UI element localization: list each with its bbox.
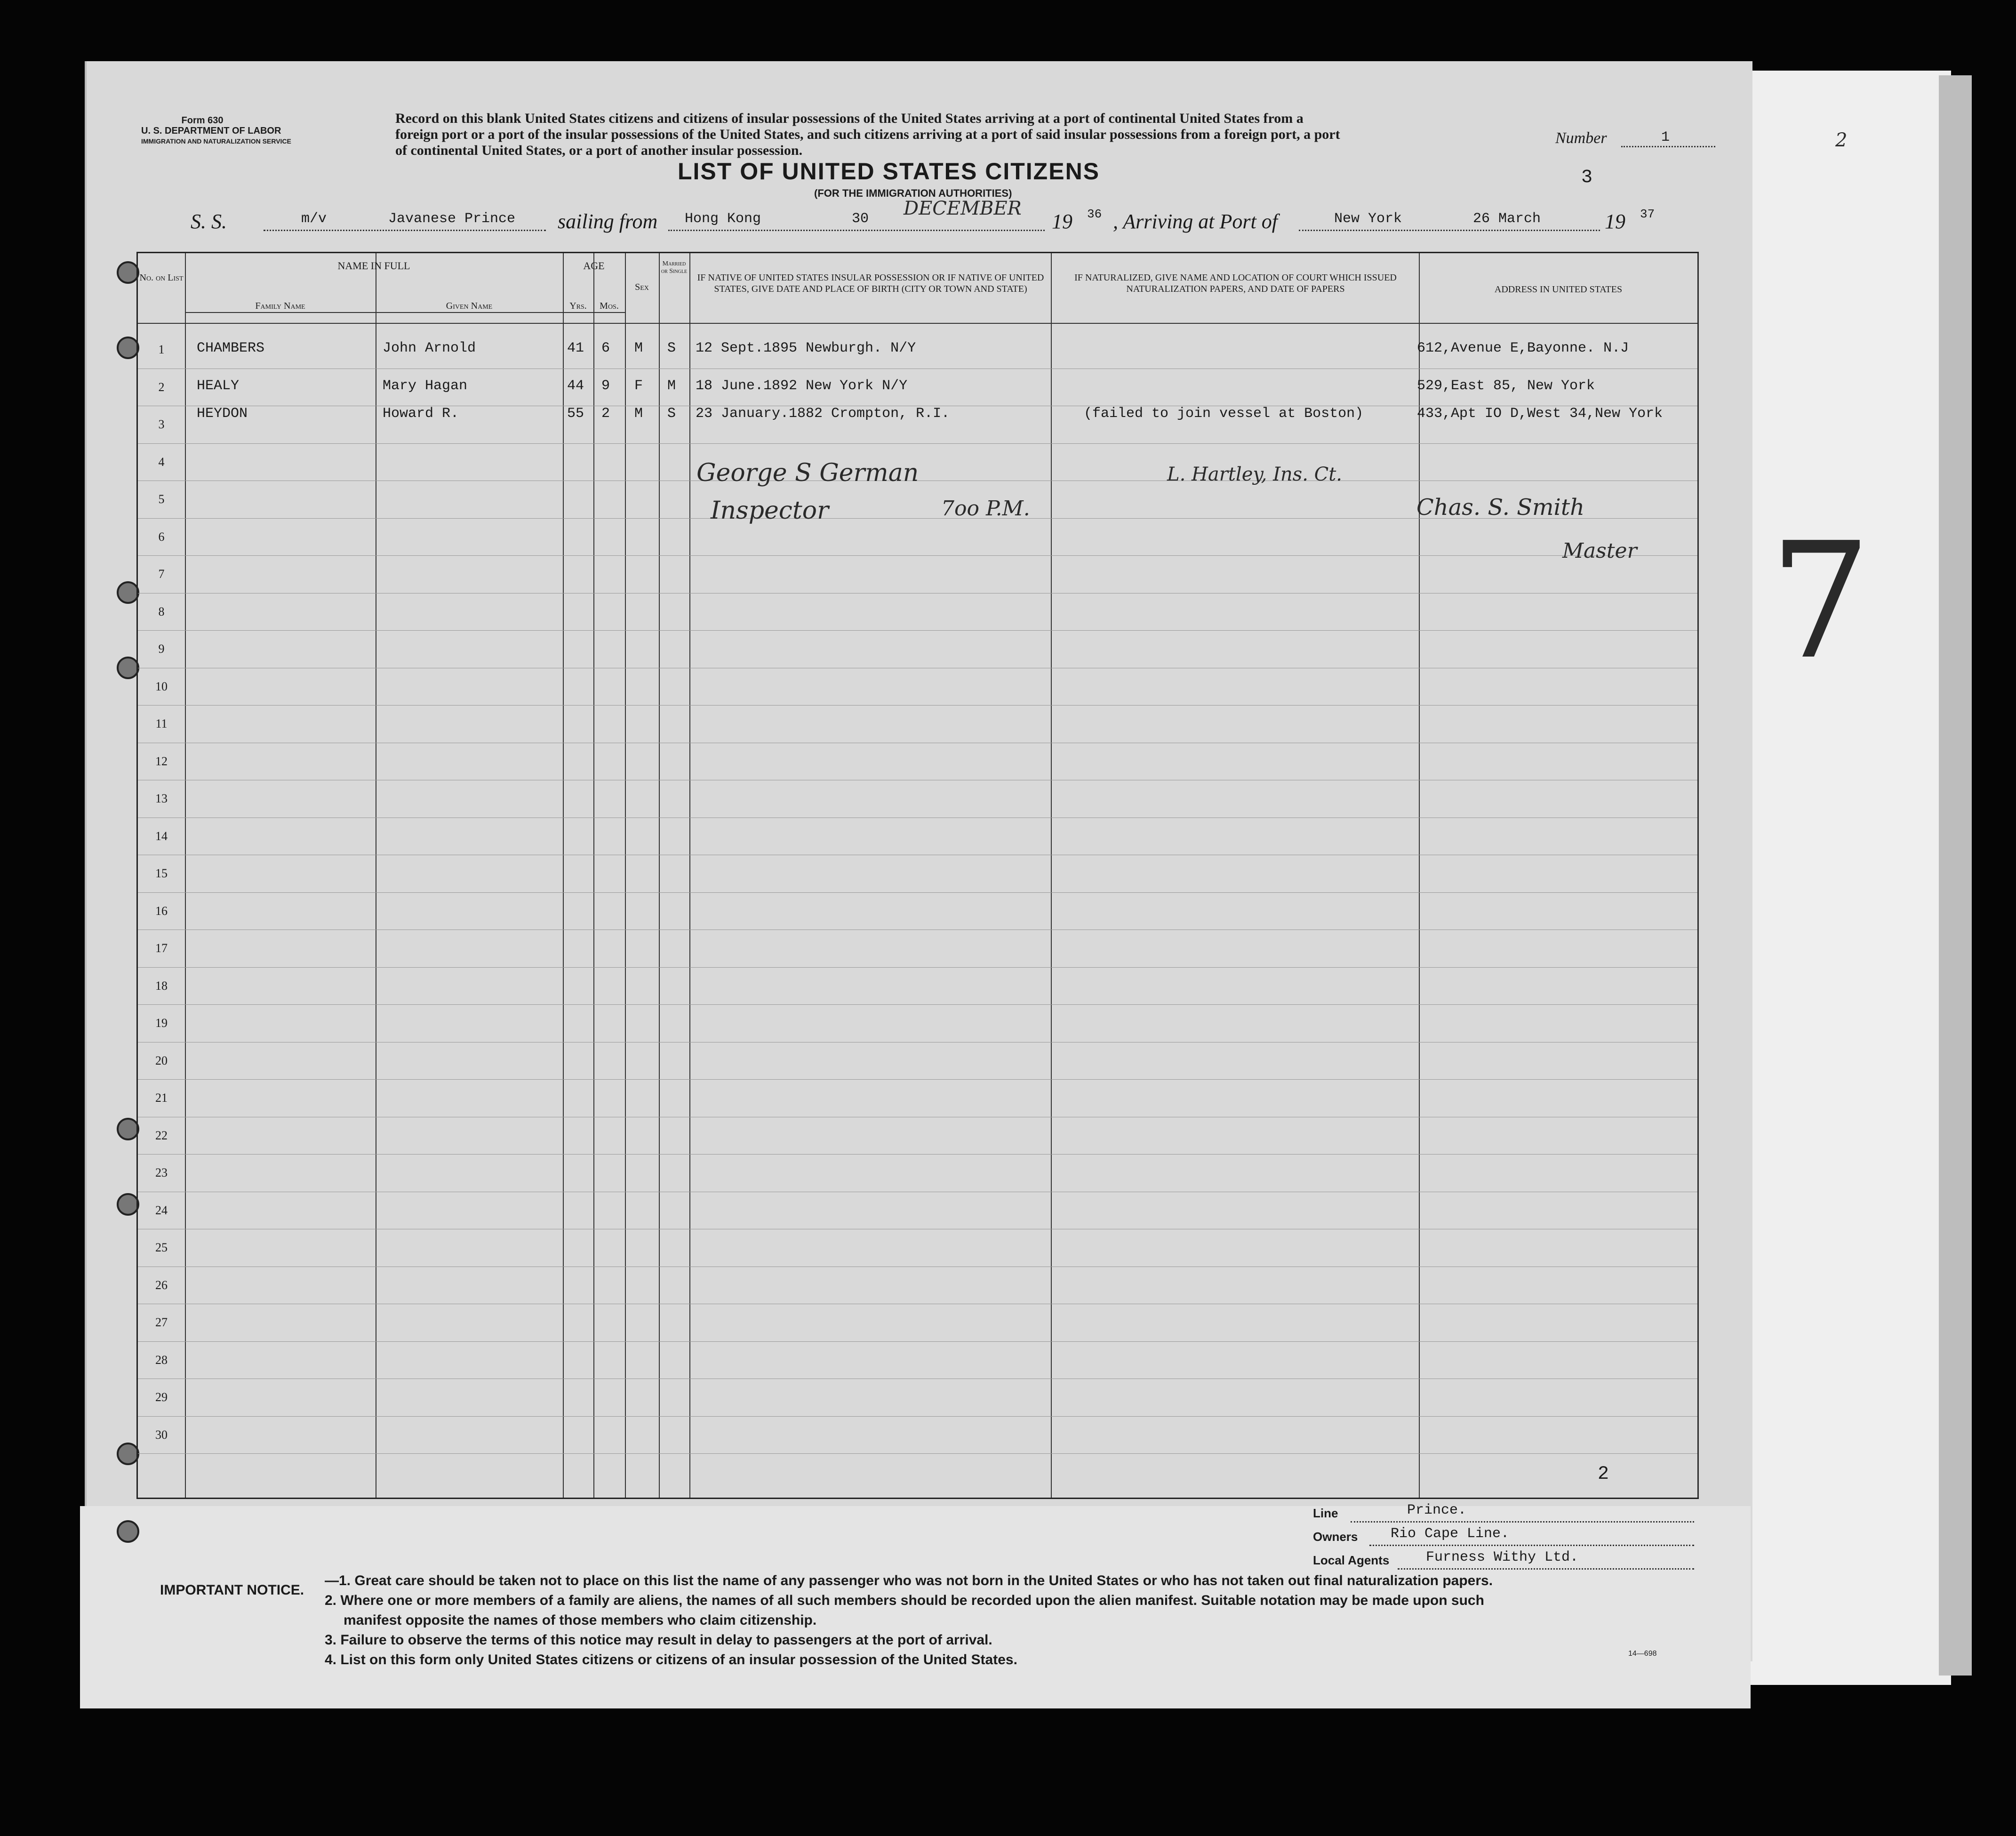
page-mark: 3 <box>1581 167 1593 188</box>
header-married-single: Married or Single <box>661 260 688 275</box>
margin-number: 7 <box>1769 508 1872 695</box>
notice-item: 4. List on this form only United States citizens or citizens of an insular possession of the United States. <box>325 1652 1017 1668</box>
header-no: No. on List <box>139 273 184 283</box>
punch-hole-icon <box>117 1520 139 1543</box>
row-number: 26 <box>155 1278 168 1292</box>
number-field-line <box>1621 146 1715 147</box>
address-cell: 433,Apt IO D,West 34,New York <box>1417 406 1663 422</box>
service-name: IMMIGRATION AND NATURALIZATION SERVICE <box>141 137 291 145</box>
record-line: foreign port or a port of the insular possessions of the United States, and such citizens arriving at a port of said insular possessions from a foreign port, a port <box>395 127 1340 142</box>
number-value: 1 <box>1661 129 1670 145</box>
age-months-cell: 6 <box>601 340 610 356</box>
row-number: 8 <box>158 604 165 618</box>
row-number: 18 <box>155 978 168 993</box>
arrive-date: 26 March <box>1473 211 1541 227</box>
header-yrs: Yrs. <box>569 301 587 311</box>
punch-hole-icon <box>117 581 139 604</box>
header-given-name: Given Name <box>446 301 493 311</box>
row-number: 15 <box>155 866 168 880</box>
row-number: 17 <box>155 941 168 955</box>
given-name-cell: John Arnold <box>383 340 476 356</box>
row-number: 20 <box>155 1053 168 1067</box>
age-months-cell: 2 <box>601 406 610 422</box>
vessel-name: Javanese Prince <box>388 211 516 227</box>
sex-cell: M <box>634 340 643 356</box>
row-divider <box>138 1079 1697 1080</box>
depart-year: 36 <box>1087 207 1102 221</box>
depart-month: DECEMBER <box>904 198 1022 219</box>
header-mos: Mos. <box>600 301 619 311</box>
master-title: Master <box>1562 539 1637 563</box>
row-number: 13 <box>155 792 168 805</box>
naturalization-cell: (failed to join vessel at Boston) <box>1084 406 1364 422</box>
family-name-cell: HEALY <box>197 377 240 394</box>
notice-item: —1. Great care should be taken not to place on this list the name of any passenger who was not born in the United States or who has not taken out final naturalization papers. <box>325 1573 1493 1588</box>
number-label: Number <box>1555 129 1607 147</box>
family-name-cell: HEYDON <box>197 406 248 422</box>
row-divider <box>138 1416 1697 1417</box>
corner-mark: 2 <box>1835 129 1848 151</box>
punch-hole-icon <box>117 337 139 359</box>
agents-label: Local Agents <box>1313 1553 1390 1567</box>
row-number: 9 <box>158 642 165 656</box>
header-sex: Sex <box>635 282 649 292</box>
header-birth: IF NATIVE OF UNITED STATES INSULAR POSSESSION OR IF NATIVE OF UNITED STATES, GIVE DATE AND PLACE OF BIRTH (CITY OR TOWN AND STATE) <box>697 273 1044 294</box>
ss-label: S. S. <box>191 210 227 233</box>
page-subtitle: (FOR THE IMMIGRATION AUTHORITIES) <box>814 187 1012 199</box>
inspector-signature: George S German <box>696 459 919 487</box>
row-number: 6 <box>158 529 165 544</box>
row-number: 5 <box>158 492 165 506</box>
row-number: 23 <box>155 1166 168 1179</box>
given-name-cell: Mary Hagan <box>383 377 468 394</box>
agents-value: Furness Withy Ltd. <box>1426 1549 1579 1565</box>
sailing-label: sailing from <box>558 210 658 233</box>
record-line: of continental United States, or a port of another insular possession. <box>395 143 803 158</box>
address-cell: 529,East 85, New York <box>1417 377 1595 394</box>
row-number: 7 <box>158 567 165 581</box>
print-code: 14—698 <box>1628 1650 1657 1658</box>
backing-sheet <box>1741 71 1951 1685</box>
owners-value: Rio Cape Line. <box>1391 1526 1510 1542</box>
form-header-block <box>141 115 291 146</box>
page-title: LIST OF UNITED STATES CITIZENS <box>678 158 1100 184</box>
header-name-in-full: NAME IN FULL <box>337 260 410 272</box>
line-field-line <box>1351 1521 1694 1523</box>
arriving-label: , Arriving at Port of <box>1113 210 1278 233</box>
marital-status-cell: M <box>667 377 676 394</box>
notice-list <box>325 1571 1493 1670</box>
row-number: 19 <box>155 1016 168 1030</box>
row-number: 21 <box>155 1091 168 1105</box>
backing-sheet-edge <box>1939 75 1972 1676</box>
row-divider <box>138 1341 1697 1342</box>
marital-status-cell: S <box>667 340 676 356</box>
row-number: 10 <box>155 679 168 693</box>
notice-title: IMPORTANT NOTICE. <box>160 1582 304 1598</box>
row-divider <box>138 967 1697 968</box>
row-divider <box>138 1154 1697 1155</box>
depart-day: 30 <box>852 211 869 227</box>
row-number: 27 <box>155 1315 168 1329</box>
from-port: Hong Kong <box>685 211 761 227</box>
vessel-prefix: m/v <box>301 211 327 227</box>
to-field-line <box>1299 230 1600 231</box>
form-number: Form 630 <box>181 115 224 126</box>
family-name-cell: CHAMBERS <box>197 340 265 356</box>
header-address: ADDRESS IN UNITED STATES <box>1494 284 1623 295</box>
punch-hole-icon <box>117 1118 139 1140</box>
year-prefix: 19 <box>1052 210 1072 233</box>
header-naturalized: IF NATURALIZED, GIVE NAME AND LOCATION OF COURT WHICH ISSUED NATURALIZATION PAPERS, AND DATE OF PAPERS <box>1074 273 1397 294</box>
row-number: 11 <box>155 717 168 730</box>
inspector-title: Inspector <box>711 497 829 525</box>
row-number: 2 <box>158 380 165 394</box>
birth-cell: 23 January.1882 Crompton, R.I. <box>696 406 950 422</box>
row-number: 1 <box>158 343 165 356</box>
age-years-cell: 55 <box>567 406 584 422</box>
row-number: 28 <box>155 1353 168 1367</box>
row-divider <box>138 555 1697 556</box>
to-port: New York <box>1334 211 1402 227</box>
row-divider <box>138 1453 1697 1454</box>
row-divider <box>138 705 1697 706</box>
notice-item: manifest opposite the names of those members who claim citizenship. <box>344 1612 817 1628</box>
punch-hole-icon <box>117 1193 139 1216</box>
row-number: 24 <box>155 1203 168 1217</box>
row-divider <box>138 630 1697 631</box>
owners-field-line <box>1369 1545 1694 1546</box>
punch-hole-icon <box>117 1443 139 1465</box>
from-field-line <box>668 230 1045 231</box>
age-months-cell: 9 <box>601 377 610 394</box>
row-number: 4 <box>158 455 165 469</box>
sex-cell: F <box>634 377 643 394</box>
arrive-year: 37 <box>1640 207 1655 221</box>
row-number: 30 <box>155 1427 168 1442</box>
row-number: 3 <box>158 417 165 431</box>
sex-cell: M <box>634 406 643 422</box>
vessel-field-line <box>264 230 546 231</box>
inspector-time: 7oo P.M. <box>941 497 1030 521</box>
passenger-table <box>136 252 1699 1499</box>
department-name: U. S. DEPARTMENT OF LABOR <box>141 126 281 136</box>
notice-item: 3. Failure to observe the terms of this notice may result in delay to passengers at the port of arrival. <box>325 1632 992 1648</box>
punch-hole-icon <box>117 657 139 679</box>
address-cell: 612,Avenue E,Bayonne. N.J <box>1417 340 1629 356</box>
row-divider <box>138 1004 1697 1005</box>
record-instructions <box>395 111 1340 159</box>
row-number: 12 <box>155 754 168 768</box>
stamp-number: 2 <box>1598 1464 1609 1485</box>
agents-field-line <box>1398 1568 1694 1570</box>
row-divider <box>138 443 1697 444</box>
row-number: 14 <box>155 829 168 843</box>
marital-status-cell: S <box>667 406 676 422</box>
given-name-cell: Howard R. <box>383 406 459 422</box>
header-family-name: Family Name <box>255 301 305 311</box>
age-years-cell: 41 <box>567 340 584 356</box>
header-age: AGE <box>583 260 605 272</box>
line-value: Prince. <box>1407 1502 1467 1518</box>
row-divider <box>138 892 1697 893</box>
age-years-cell: 44 <box>567 377 584 394</box>
row-number: 29 <box>155 1390 168 1404</box>
record-line: Record on this blank United States citizens and citizens of insular possessions of the United States arriving at a port of continental United States from a <box>395 111 1304 126</box>
row-number: 25 <box>155 1241 168 1254</box>
line-label: Line <box>1313 1506 1338 1520</box>
owners-label: Owners <box>1313 1530 1358 1544</box>
birth-cell: 18 June.1892 New York N/Y <box>696 377 908 394</box>
master-signature: Chas. S. Smith <box>1416 494 1585 521</box>
birth-cell: 12 Sept.1895 Newburgh. N/Y <box>696 340 916 356</box>
row-number: 22 <box>155 1128 168 1142</box>
punch-hole-icon <box>117 261 139 284</box>
naturalization-note: L. Hartley, Ins. Ct. <box>1167 464 1343 485</box>
row-number: 16 <box>155 904 168 918</box>
arrive-year-prefix: 19 <box>1605 210 1625 233</box>
notice-item: 2. Where one or more members of a family are aliens, the names of all such members should be recorded upon the alien manifest. Suitable notation may be made upon such <box>325 1593 1484 1608</box>
